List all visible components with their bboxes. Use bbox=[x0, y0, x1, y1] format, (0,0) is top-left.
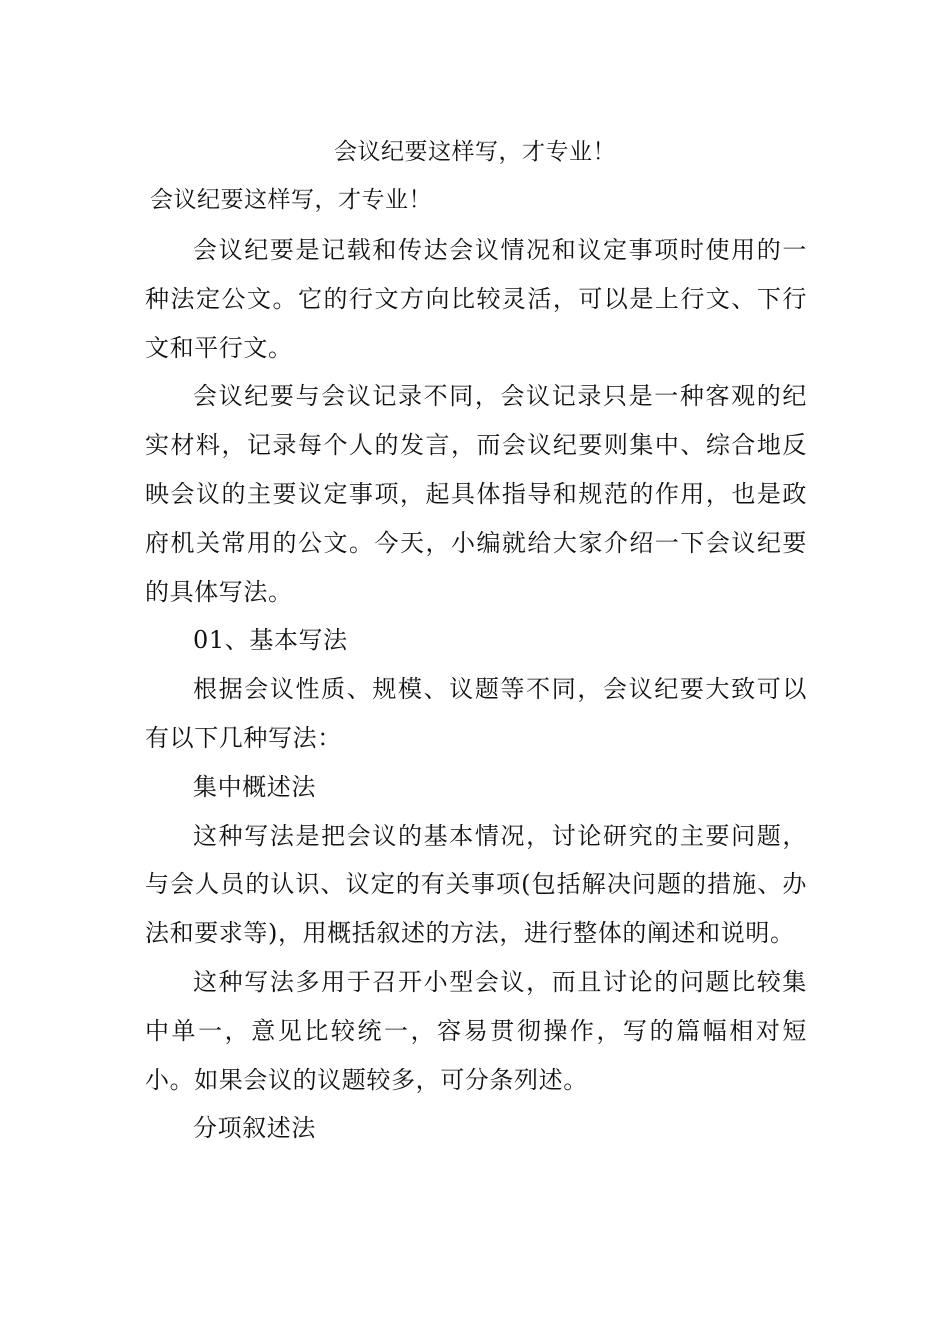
paragraph-summary-usage: 这种写法多用于召开小型会议，而且讨论的问题比较集中单一，意见比较统一，容易贯彻操作，写的篇幅相对短小。如果会议的议题较多，可分条列述。 bbox=[145, 967, 807, 1094]
section-heading-basic-methods: 01、基本写法 bbox=[193, 626, 348, 655]
subheading-summary-method: 集中概述法 bbox=[193, 772, 316, 801]
paragraph-difference: 会议纪要与会议记录不同，会议记录只是一种客观的纪实材料，记录每个人的发言，而会议纪要则集中、综合地反映会议的主要议定事项，起具体指导和规范的作用，也是政府机关常用的公文。今天，小编就给大家介绍一下会议纪要的具体写法。 bbox=[145, 382, 807, 606]
paragraph-intro: 会议纪要是记载和传达会议情况和议定事项时使用的一种法定公文。它的行文方向比较灵活，可以是上行文、下行文和平行文。 bbox=[145, 236, 807, 362]
subheading-itemized-method: 分项叙述法 bbox=[193, 1114, 316, 1143]
document-title: 会议纪要这样写，才专业！ bbox=[334, 139, 616, 165]
document-subtitle: 会议纪要这样写，才专业！ bbox=[150, 187, 432, 213]
document-body bbox=[145, 226, 807, 1153]
paragraph-summary-method: 这种写法是把会议的基本情况，讨论研究的主要问题，与会人员的认识、议定的有关事项(包括解决问题的措施、办法和要求等)，用概括叙述的方法，进行整体的阐述和说明。 bbox=[145, 821, 807, 948]
paragraph-methods-intro: 根据会议性质、规模、议题等不同，会议纪要大致可以有以下几种写法： bbox=[145, 675, 807, 752]
